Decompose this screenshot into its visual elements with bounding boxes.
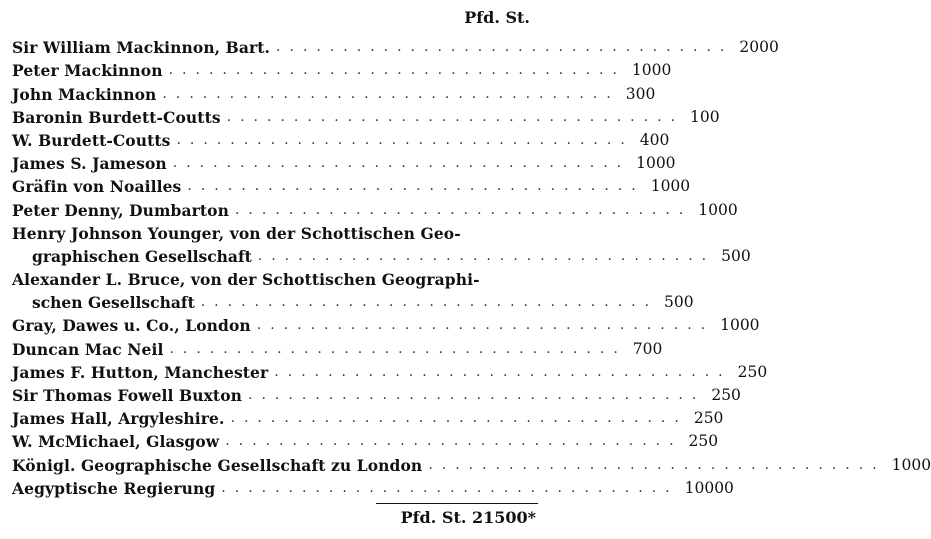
list-item — [12, 475, 734, 498]
leader-dots: .................................. — [187, 178, 645, 195]
contribution-amount: 1000 — [636, 154, 676, 173]
leader-dots: .................................. — [172, 155, 631, 172]
contribution-amount: 400 — [639, 130, 670, 149]
leader-dots: .................................. — [230, 410, 688, 427]
contributor-name: Sir Thomas Fowell Buxton — [12, 386, 243, 405]
leader-dots: .................................. — [168, 62, 626, 79]
total-amount: Pfd. St. 21500* — [400, 508, 536, 527]
list-item — [12, 312, 760, 336]
contributor-name: James S. Jameson — [12, 154, 167, 174]
contribution-amount: 1000 — [720, 316, 760, 335]
contributor-name: Gray, Dawes u. Co., London — [12, 316, 251, 336]
contributor-name: Königl. Geographische Gesellschaft zu London — [12, 455, 423, 475]
contribution-amount: 300 — [625, 84, 656, 103]
list-item — [12, 80, 656, 104]
contributor-name: Duncan Mac Neil — [12, 339, 164, 359]
contributor-name-line1: Alexander L. Bruce, von der Schottischen Geographi- — [12, 270, 480, 290]
list-item — [12, 289, 694, 313]
list-item — [12, 382, 741, 405]
contribution-amount: 500 — [664, 293, 694, 312]
contributor-name: W. McMichael, Glasgow — [12, 432, 220, 452]
leader-dots: .................................. — [274, 363, 732, 380]
contribution-amount: 1000 — [631, 61, 672, 80]
contributor-name: Baronin Burdett-Coutts — [12, 107, 221, 127]
leader-dots: .................................. — [276, 39, 734, 56]
leader-dots: .................................. — [200, 294, 659, 311]
contribution-amount: 10000 — [684, 478, 734, 497]
contributor-name-line1: Henry Johnson Younger, von der Schottischen Geo- — [12, 223, 461, 243]
leader-dots: .................................. — [225, 433, 683, 450]
contribution-amount: 2000 — [739, 38, 779, 57]
list-item — [12, 104, 720, 127]
contribution-amount: 1000 — [650, 177, 691, 196]
contributor-name: John Mackinnon — [12, 84, 157, 104]
contribution-amount: 250 — [711, 386, 741, 404]
contributor-name: Peter Mackinnon — [12, 61, 163, 81]
leader-dots: .................................. — [257, 247, 716, 264]
list-item-continued — [12, 220, 530, 243]
list-item — [12, 335, 663, 359]
contributor-name: James F. Hutton, Manchester — [12, 362, 269, 382]
leader-dots: .................................. — [248, 387, 706, 403]
contributor-name-line2: graphischen Gesellschaft — [32, 246, 252, 266]
list-item — [12, 150, 676, 174]
contribution-amount: 1000 — [698, 200, 738, 219]
leader-dots: .................................. — [169, 340, 627, 357]
contributor-name: Sir William Mackinnon, Bart. — [12, 38, 271, 58]
contribution-amount: 250 — [737, 362, 768, 381]
contribution-amount: 700 — [632, 339, 663, 358]
contributor-name: W. Burdett-Coutts — [12, 130, 171, 150]
list-item — [12, 57, 672, 81]
list-item — [12, 451, 931, 475]
list-item — [12, 196, 738, 220]
list-item — [12, 405, 724, 429]
contributor-name: Gräfin von Noailles — [12, 177, 182, 197]
list-item — [12, 428, 719, 452]
leader-dots: .................................. — [256, 317, 715, 334]
total-divider — [376, 503, 538, 504]
leader-dots: .................................. — [221, 479, 679, 496]
contributor-name: Aegyptische Regierung — [12, 478, 216, 498]
list-item — [12, 173, 691, 197]
contribution-amount: 1000 — [891, 455, 931, 474]
leader-dots: .................................. — [176, 131, 634, 148]
contributor-name: James Hall, Argyleshire. — [12, 409, 225, 429]
contribution-amount: 250 — [688, 432, 719, 451]
contributors-list — [12, 34, 931, 498]
list-item-continued — [12, 266, 530, 289]
leader-dots: .................................. — [234, 201, 693, 218]
contribution-amount: 250 — [693, 409, 724, 428]
leader-dots: .................................. — [162, 85, 620, 102]
contribution-amount: 100 — [689, 107, 720, 126]
contributor-name: Peter Denny, Dumbarton — [12, 200, 229, 220]
contribution-amount: 500 — [721, 246, 751, 265]
contributor-name-line2: schen Gesellschaft — [32, 293, 195, 313]
list-item — [12, 127, 670, 150]
list-item — [12, 359, 768, 382]
leader-dots: .................................. — [226, 108, 684, 125]
currency-header: Pfd. St. — [464, 8, 530, 27]
list-item — [12, 34, 779, 58]
list-item — [12, 243, 751, 266]
leader-dots: .................................. — [428, 456, 886, 473]
